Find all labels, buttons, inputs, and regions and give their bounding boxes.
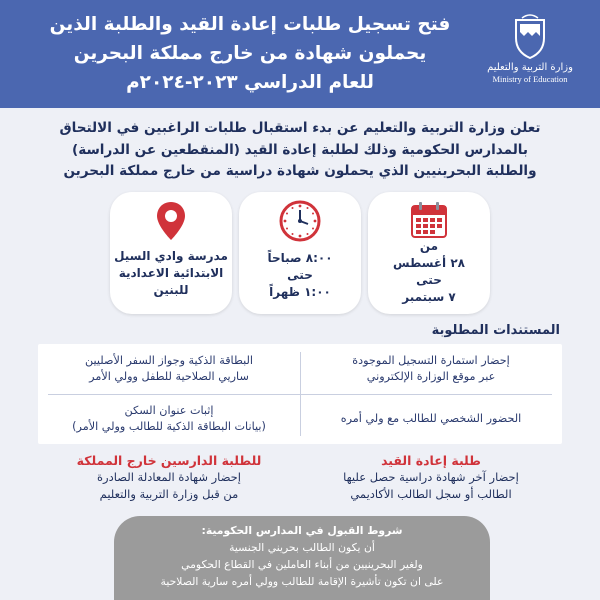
location-pin-icon [154,200,188,242]
logo-english-text: Ministry of Education [492,74,568,84]
title-line-2: يحملون شهادة من خارج مملكة البحرين [73,43,427,64]
header-banner [0,0,600,108]
abroad-title: للطلبة الدارسين خارج المملكة [76,453,262,468]
logo-arabic-text: وزارة التربية والتعليم [487,62,573,73]
conditions-title: شروط القبول في المدارس الحكومية: [201,524,403,537]
intro-line-2: بالمدارس الحكومية وذلك لطلبة إعادة القيد (المنقطعين عن الدراسة) [71,141,529,158]
documents-heading: المستندات المطلوبة [431,323,560,338]
time-until-label: حتى [287,268,313,282]
reenroll-section [300,452,562,503]
time-end: ١:٠٠ ظهراً [269,285,331,299]
emblem-icon [510,14,550,60]
date-until-label: حتى [416,273,442,287]
date-start: ٢٨ أغسطس [392,256,465,270]
doc-id-passport: البطاقة الذكية وجواز السفر الأصليين ساريي الصلاحية للطفل وولي الأمر [84,354,254,383]
title-line-1: فتح تسجيل طلبات إعادة القيد والطلبة الذين [49,14,451,35]
page-title [40,10,460,97]
condition-3: على ان تكون تأشيرة الإقامة للطالب وولي أمره سارية الصلاحية [160,575,444,588]
reenroll-title: طلبة إعادة القيد [381,453,481,468]
announcement-text [40,118,560,183]
title-line-3: للعام الدراسي ٢٠٢٣-٢٠٢٤م [126,72,374,93]
clock-icon [279,200,321,242]
condition-2: ولغير البحرينيين من أبناء العاملين في القطاع الحكومي [181,558,423,571]
intro-line-3: والطلبة البحرينيين الذي يحملون شهادة دراسية من خارج مملكة البحرين [63,163,537,179]
condition-1: أن يكون الطالب بحريني الجنسية [229,541,375,554]
date-from-label: من [419,239,439,253]
date-end: ٧ سبتمبر [402,290,456,304]
abroad-line-1: إحضار شهادة المعادلة الصادرة [97,470,241,484]
documents-table [38,344,562,444]
doc-address-proof: إثبات عنوان السكن (بيانات البطاقة الذكية للطالب وولي الأمر) [72,404,266,433]
admission-conditions [114,516,490,600]
intro-line-1: تعلن وزارة التربية والتعليم عن بدء استقبال طلبات الراغبين في الالتحاق [59,120,541,136]
ministry-logo [484,14,576,94]
reenroll-line-1: إحضار آخر شهادة دراسية حصل عليها [343,470,519,484]
location-line-3: للبنين [153,283,189,297]
time-start: ٨:٠٠ صباحاً [267,251,333,265]
reenroll-line-2: الطالب أو سجل الطالب الأكاديمي [350,487,512,501]
location-card [110,192,232,314]
abroad-section [38,452,300,503]
doc-personal-attendance: الحضور الشخصي للطالب مع ولي أمره [340,412,522,425]
doc-registration-form: إحضار استمارة التسجيل الموجودة عبر موقع الوزارة الإلكتروني [352,354,510,383]
location-line-2: الابتدائية الاعدادية [118,266,224,280]
location-line-1: مدرسة وادي السيل [114,249,228,263]
date-card [368,192,490,314]
calendar-icon [409,200,449,240]
time-card [239,192,361,314]
abroad-line-2: من قبل وزارة التربية والتعليم [99,487,239,501]
